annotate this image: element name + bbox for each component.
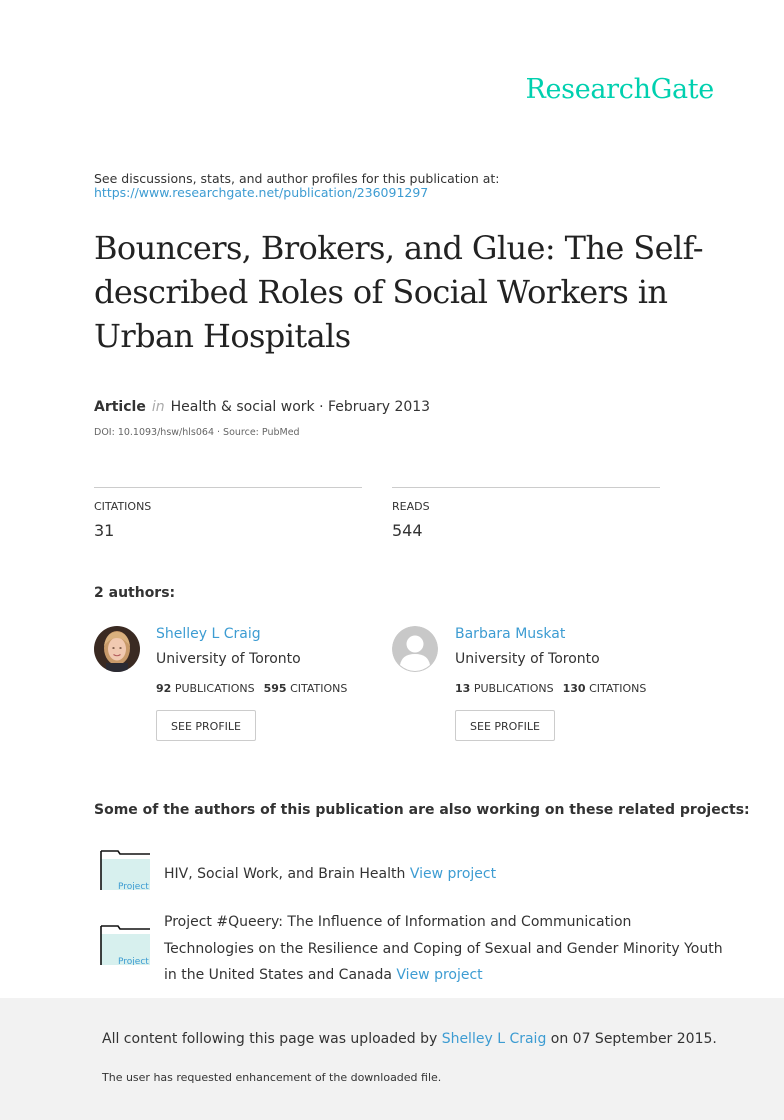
citations-label: CITATIONS [290,682,348,695]
upload-prefix: All content following this page was uploaded by [102,1031,438,1047]
project-folder-icon [100,925,150,965]
see-profile-button[interactable]: SEE PROFILE [156,710,256,741]
project-title: HIV, Social Work, and Brain Health [164,866,406,882]
author-institution: University of Toronto [156,651,301,667]
reads-divider [392,487,660,488]
publication-url-link[interactable]: https://www.researchgate.net/publication/236091297 [94,185,429,200]
article-type: Article [94,399,146,415]
publications-label: PUBLICATIONS [473,682,554,695]
default-avatar-icon [392,626,438,672]
avatar-photo [94,626,140,672]
author-avatar-shelley-craig[interactable] [94,626,140,672]
author-avatar-barbara-muskat[interactable] [392,626,438,672]
project-folder-icon [100,850,150,890]
publications-count: 92 [156,682,172,695]
project-icon-label: Project [118,957,149,965]
authors-heading: 2 authors: [94,585,176,601]
article-meta [94,399,430,415]
journal-date[interactable]: Health & social work · February 2013 [170,399,431,415]
uploader-link[interactable]: Shelley L Craig [441,1031,547,1047]
upload-info [102,1031,717,1047]
publications-count: 13 [455,682,471,695]
author-institution: University of Toronto [455,651,600,667]
enhancement-note: The user has requested enhancement of the downloaded file. [102,1071,442,1084]
project-item [164,909,724,989]
doi-source: DOI: 10.1093/hsw/hls064 · Source: PubMed [94,427,300,438]
upload-date: on 07 September 2015. [550,1031,717,1047]
reads-label: READS [392,500,430,513]
citations-count: 595 [263,682,287,695]
author-stats [455,682,646,695]
project-title: Project #Queery: The Influence of Information and Communication Technologies on the Resilience and Coping of Sexual and Gender Minority Youth in the United States and Canada [164,914,723,983]
related-projects-heading: Some of the authors of this publication are also working on these related projects: [94,802,750,818]
article-title: Bouncers, Brokers, and Glue: The Self-described Roles of Social Workers in Urban Hospitals [94,229,703,355]
upload-footer [0,998,784,1120]
author-name-barbara-muskat[interactable]: Barbara Muskat [455,626,566,642]
researchgate-logo[interactable]: ResearchGate [525,74,714,105]
in-word: in [151,399,165,415]
see-profile-button[interactable]: SEE PROFILE [455,710,555,741]
publications-label: PUBLICATIONS [174,682,255,695]
project-icon-label: Project [118,882,149,890]
view-project-link[interactable]: View project [409,866,497,882]
view-project-link[interactable]: View project [396,967,483,983]
citations-label: CITATIONS [589,682,647,695]
citations-label: CITATIONS [94,500,152,513]
reads-count: 544 [392,521,423,540]
author-name-shelley-craig[interactable]: Shelley L Craig [156,626,261,642]
project-item [164,861,724,888]
author-stats [156,682,347,695]
intro-text: See discussions, stats, and author profiles for this publication at: [94,171,500,186]
citations-count: 31 [94,521,115,540]
citations-count: 130 [562,682,586,695]
citations-divider [94,487,362,488]
